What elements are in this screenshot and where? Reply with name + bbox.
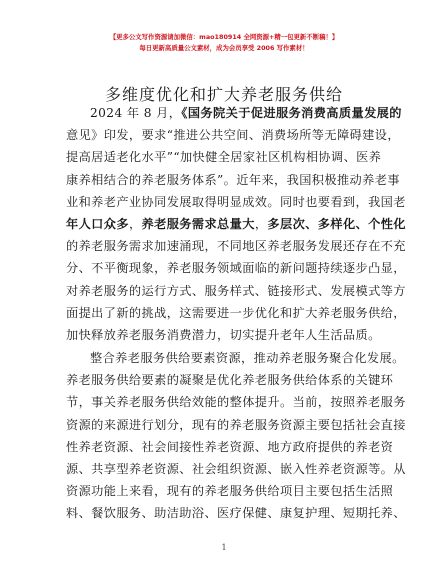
date-text: 2024 年 8 月， (90, 106, 182, 120)
page-number: 1 (221, 543, 227, 552)
promo-banner-line-2: 每日更新高质量公文素材，成为会员享受 2006 写作素材！ (139, 44, 309, 52)
policy-title-bold: 《国务院关于促进服务消费高质量发展的 (181, 106, 402, 120)
paragraph-line: 意见》印发，要求“推进公共空间、消费场所等无障碍建设， (66, 128, 400, 143)
paragraph-line (66, 213, 406, 235)
comma: ， (254, 216, 268, 231)
paragraph-line: 源、共享型养老资源、社会组织资源、嵌入性养老资源等。从 (66, 461, 406, 476)
paragraph-line: 面提出了新的挑战，这需要进一步优化和扩大养老服务供给， (66, 305, 406, 320)
paragraph-2 (66, 347, 406, 525)
bold-phrase: 年人口众多 (66, 216, 129, 231)
paragraph-line: 加快释放养老服务消费潜力，切实提升老年人生活品质。 (66, 327, 381, 342)
bold-phrase: 养老服务需求总量大 (141, 216, 255, 231)
paragraph-line: 提高居适老化水平”“加快健全居家社区机构相协调、医养 (66, 150, 382, 165)
promo-banner-line-1: 【更多公文写作资源请加微信：mao180914 全网资源+精一包更新不断稿！】 (109, 33, 339, 41)
paragraph-line: 资源功能上来看，现有的养老服务供给项目主要包括生活照 (66, 484, 394, 499)
paragraph-line: 业和养老产业协同发展取得明显成效。同时也要看到，我国老 (66, 194, 406, 209)
paragraph-line: 性养老资源、社会间接性养老资源、地方政府提供的养老资 (66, 439, 394, 454)
bold-phrase: 多层次、多样化、个性化 (267, 216, 406, 231)
comma: ， (128, 216, 142, 231)
paragraph-line: 料、餐饮服务、助洁助浴、医疗保健、康复护理、短期托养、 (66, 506, 406, 521)
paragraph-line: 整合养老服务供给要素资源，推动养老服务聚合化发展。 (90, 351, 405, 365)
paragraph-line: 康养相结合的养老服务体系”。近年来，我国积极推动养老事 (66, 172, 400, 187)
paragraph-line: 节，事关养老服务供给效能的整体提升。当前，按照养老服务 (66, 395, 406, 410)
paragraph-line: 对养老服务的运行方式、服务样式、链接形式、发展模式等方 (66, 283, 406, 298)
paragraph-line (66, 102, 402, 124)
paragraph-line: 分、不平衡现象，养老服务领域面临的新问题持续逐步凸显， (66, 261, 406, 276)
paragraph-line: 养老服务供给要素的凝聚是优化养老服务供给体系的关键环 (66, 373, 394, 388)
paragraph-line: 的养老服务需求加速涌现，不同地区养老服务发展还存在不充 (66, 239, 406, 254)
document-title: 多维度优化和扩大养老服务供给 (104, 85, 343, 104)
paragraph-1 (66, 102, 406, 346)
paragraph-line: 资源的来源进行划分，现有的养老服务资源主要包括社会直接 (66, 417, 406, 432)
